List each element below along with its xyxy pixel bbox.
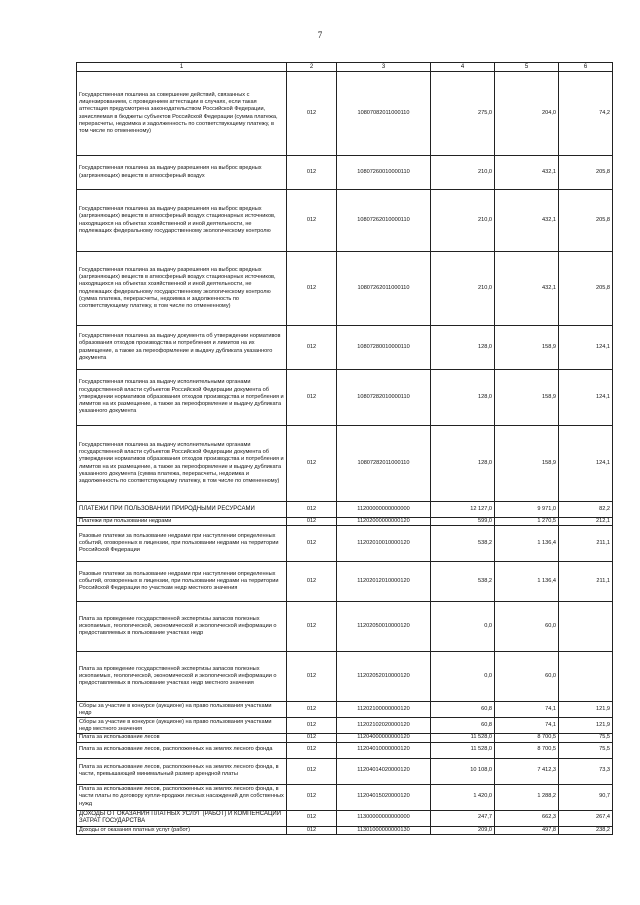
row-kbk-cell: 10807282011000110 bbox=[337, 426, 431, 502]
row-code-cell: 012 bbox=[287, 652, 337, 702]
row-value-col6: 124,1 bbox=[559, 370, 613, 426]
row-name-cell: Государственная пошлина за совершение действий, связанных с лицензированием, с проведением аттестации в случаях, если такая аттестация предусмотрена законодательством Российской Федерации, зачисляемая в бюджеты субъектов Российской Федерации (сумма платежа, перерасчеты, недоимка и задолженность по соответствующему платежу, в том числе по отмененному) bbox=[77, 72, 287, 156]
row-value-col5: 60,0 bbox=[495, 652, 559, 702]
row-kbk-cell: 10807262010000110 bbox=[337, 190, 431, 252]
row-kbk-cell: 10807260010000110 bbox=[337, 156, 431, 190]
row-value-col5: 7 412,3 bbox=[495, 758, 559, 784]
row-code-cell: 012 bbox=[287, 826, 337, 834]
row-value-col4: 128,0 bbox=[431, 370, 495, 426]
row-value-col5: 432,1 bbox=[495, 156, 559, 190]
row-kbk-cell: 10807280010000110 bbox=[337, 326, 431, 370]
row-name-cell: Сборы за участие в конкурсе (аукционе) на право пользования участками недр местного значения bbox=[77, 718, 287, 734]
row-code-cell: 012 bbox=[287, 156, 337, 190]
row-code-cell: 012 bbox=[287, 602, 337, 652]
row-value-col5: 662,3 bbox=[495, 810, 559, 826]
row-kbk-cell: 11301000000000130 bbox=[337, 826, 431, 834]
row-value-col5: 8 700,5 bbox=[495, 734, 559, 742]
row-kbk-cell: 11202052010000120 bbox=[337, 652, 431, 702]
row-value-col4: 538,2 bbox=[431, 562, 495, 602]
row-value-col6: 75,5 bbox=[559, 734, 613, 742]
row-code-cell: 012 bbox=[287, 502, 337, 518]
table-body bbox=[77, 72, 613, 835]
table-row bbox=[77, 370, 613, 426]
row-value-col6: 74,2 bbox=[559, 72, 613, 156]
table-row bbox=[77, 426, 613, 502]
row-kbk-cell: 10807282010000110 bbox=[337, 370, 431, 426]
table-row bbox=[77, 784, 613, 810]
row-kbk-cell: 11200000000000000 bbox=[337, 502, 431, 518]
row-name-cell: Плата за использование лесов, расположенных на землях лесного фонда, в части, превышающей минимальный размер арендной платы bbox=[77, 758, 287, 784]
row-value-col6: 238,2 bbox=[559, 826, 613, 834]
row-value-col5: 432,1 bbox=[495, 252, 559, 326]
row-value-col6: 211,1 bbox=[559, 526, 613, 562]
row-value-col4: 60,8 bbox=[431, 718, 495, 734]
row-name-cell: Плата за использование лесов, расположенных на землях лесного фонда, в части платы по договору купли-продажи лесных насаждений для собственных нужд bbox=[77, 784, 287, 810]
row-code-cell: 012 bbox=[287, 758, 337, 784]
row-value-col4: 538,2 bbox=[431, 526, 495, 562]
row-kbk-cell: 11204000000000120 bbox=[337, 734, 431, 742]
table-row bbox=[77, 652, 613, 702]
table-row bbox=[77, 518, 613, 526]
row-code-cell: 012 bbox=[287, 518, 337, 526]
table-row bbox=[77, 702, 613, 718]
row-value-col6: 121,9 bbox=[559, 702, 613, 718]
row-kbk-cell: 11202000000000120 bbox=[337, 518, 431, 526]
row-value-col5: 9 971,0 bbox=[495, 502, 559, 518]
row-value-col6: 205,8 bbox=[559, 190, 613, 252]
row-value-col5: 158,9 bbox=[495, 326, 559, 370]
row-value-col4: 128,0 bbox=[431, 426, 495, 502]
row-code-cell: 012 bbox=[287, 784, 337, 810]
row-kbk-cell: 11202050010000120 bbox=[337, 602, 431, 652]
row-kbk-cell: 11202010010000120 bbox=[337, 526, 431, 562]
row-code-cell: 012 bbox=[287, 426, 337, 502]
row-code-cell: 012 bbox=[287, 326, 337, 370]
row-value-col6: 82,2 bbox=[559, 502, 613, 518]
row-value-col5: 74,1 bbox=[495, 702, 559, 718]
table-row bbox=[77, 810, 613, 826]
row-value-col6: 211,1 bbox=[559, 562, 613, 602]
row-value-col6 bbox=[559, 652, 613, 702]
row-kbk-cell: 11202012010000120 bbox=[337, 562, 431, 602]
header-row bbox=[77, 63, 613, 72]
row-name-cell: Плата за использование лесов, расположенных на землях лесного фонда bbox=[77, 742, 287, 758]
row-value-col5: 1 136,4 bbox=[495, 562, 559, 602]
row-value-col5: 497,8 bbox=[495, 826, 559, 834]
row-value-col6: 212,1 bbox=[559, 518, 613, 526]
row-value-col4: 210,0 bbox=[431, 252, 495, 326]
row-value-col6: 73,3 bbox=[559, 758, 613, 784]
row-value-col6: 75,5 bbox=[559, 742, 613, 758]
row-value-col5: 8 700,5 bbox=[495, 742, 559, 758]
row-value-col5: 1 288,2 bbox=[495, 784, 559, 810]
row-value-col6 bbox=[559, 602, 613, 652]
row-value-col4: 0,0 bbox=[431, 652, 495, 702]
row-value-col4: 1 420,0 bbox=[431, 784, 495, 810]
revenue-table bbox=[76, 62, 613, 835]
row-value-col6: 205,8 bbox=[559, 252, 613, 326]
row-value-col4: 210,0 bbox=[431, 156, 495, 190]
row-value-col6: 121,9 bbox=[559, 718, 613, 734]
row-kbk-cell: 11204010000000120 bbox=[337, 742, 431, 758]
row-value-col5: 204,0 bbox=[495, 72, 559, 156]
table-row bbox=[77, 252, 613, 326]
row-value-col4: 209,0 bbox=[431, 826, 495, 834]
row-value-col5: 432,1 bbox=[495, 190, 559, 252]
row-kbk-cell: 11204014020000120 bbox=[337, 758, 431, 784]
row-value-col4: 10 108,0 bbox=[431, 758, 495, 784]
table-row bbox=[77, 72, 613, 156]
row-value-col4: 599,0 bbox=[431, 518, 495, 526]
row-code-cell: 012 bbox=[287, 734, 337, 742]
row-value-col4: 11 528,0 bbox=[431, 734, 495, 742]
row-value-col4: 11 528,0 bbox=[431, 742, 495, 758]
row-value-col4: 12 127,0 bbox=[431, 502, 495, 518]
row-name-cell: Платежи при пользовании недрами bbox=[77, 518, 287, 526]
row-value-col4: 0,0 bbox=[431, 602, 495, 652]
row-kbk-cell: 11202100000000120 bbox=[337, 702, 431, 718]
row-value-col4: 247,7 bbox=[431, 810, 495, 826]
row-value-col6: 205,8 bbox=[559, 156, 613, 190]
row-name-cell: Сборы за участие в конкурсе (аукционе) на право пользования участками недр bbox=[77, 702, 287, 718]
row-value-col5: 1 136,4 bbox=[495, 526, 559, 562]
column-header: 3 bbox=[337, 63, 431, 72]
row-name-cell: Разовые платежи за пользование недрами при наступлении определенных событий, оговоренных в лицензии, при пользовании недрами на территории Российской Федерации по участкам недр местного значения bbox=[77, 562, 287, 602]
table-row bbox=[77, 602, 613, 652]
column-header: 5 bbox=[495, 63, 559, 72]
row-kbk-cell: 11204015020000120 bbox=[337, 784, 431, 810]
row-name-cell: Государственная пошлина за выдачу исполнительными органами государственной власти субъектов Российской Федерации документа об утверждении нормативов образования отходов производства и потребления и лимитов на их размещение, а также за переоформление и выдачу дубликата указанного документа bbox=[77, 370, 287, 426]
table-row bbox=[77, 758, 613, 784]
row-code-cell: 012 bbox=[287, 810, 337, 826]
row-value-col4: 210,0 bbox=[431, 190, 495, 252]
column-header: 1 bbox=[77, 63, 287, 72]
row-name-cell: Государственная пошлина за выдачу исполнительными органами государственной власти субъектов Российской Федерации документа об утверждении нормативов образования отходов производства и потребления и лимитов на их размещение, а также за переоформление и выдачу дубликата указанного документа (сумма платежа, перерасчеты, недоимка и задолженность по соответствующему платежу, в том числе по отмененному) bbox=[77, 426, 287, 502]
row-kbk-cell: 10807262011000110 bbox=[337, 252, 431, 326]
row-code-cell: 012 bbox=[287, 72, 337, 156]
row-value-col6: 267,4 bbox=[559, 810, 613, 826]
table-row bbox=[77, 156, 613, 190]
row-name-cell: Плата за проведение государственной экспертизы запасов полезных ископаемых, геологической, экономической и экологической информации о предоставляемых в пользование участках недр bbox=[77, 602, 287, 652]
row-code-cell: 012 bbox=[287, 526, 337, 562]
row-name-cell: Плата за проведение государственной экспертизы запасов полезных ископаемых, геологической, экономической и экологической информации о предоставляемых в пользование участках недр местного значения bbox=[77, 652, 287, 702]
row-code-cell: 012 bbox=[287, 370, 337, 426]
row-value-col5: 60,0 bbox=[495, 602, 559, 652]
row-code-cell: 012 bbox=[287, 718, 337, 734]
table-row bbox=[77, 826, 613, 834]
row-kbk-cell: 11300000000000000 bbox=[337, 810, 431, 826]
row-kbk-cell: 11202102020000120 bbox=[337, 718, 431, 734]
row-code-cell: 012 bbox=[287, 562, 337, 602]
row-value-col5: 158,9 bbox=[495, 370, 559, 426]
table-row bbox=[77, 326, 613, 370]
row-name-cell: Государственная пошлина за выдачу разрешения на выброс вредных (загрязняющих) веществ в атмосферный воздух стационарных источников, находящихся на объектах хозяйственной и иной деятельности, не подлежащих федеральному государственному экологическому контролю (сумма платежа, перерасчеты, недоимка и задолженность по соответствующему платежу, в том числе по отмененному) bbox=[77, 252, 287, 326]
row-kbk-cell: 10807082011000110 bbox=[337, 72, 431, 156]
row-value-col6: 90,7 bbox=[559, 784, 613, 810]
row-value-col5: 1 270,5 bbox=[495, 518, 559, 526]
row-value-col5: 74,1 bbox=[495, 718, 559, 734]
row-name-cell: Разовые платежи за пользование недрами при наступлении определенных событий, оговоренных в лицензии, при пользовании недрами на территории Российской Федерации bbox=[77, 526, 287, 562]
row-value-col4: 128,0 bbox=[431, 326, 495, 370]
row-name-cell: ПЛАТЕЖИ ПРИ ПОЛЬЗОВАНИИ ПРИРОДНЫМИ РЕСУРСАМИ bbox=[77, 502, 287, 518]
row-value-col5: 158,9 bbox=[495, 426, 559, 502]
row-value-col4: 275,0 bbox=[431, 72, 495, 156]
row-value-col4: 60,8 bbox=[431, 702, 495, 718]
row-value-col6: 124,1 bbox=[559, 426, 613, 502]
row-name-cell: Государственная пошлина за выдачу документа об утверждении нормативов образования отходов производства и потребления и лимитов на их размещение, а также за переоформление и выдачу дубликата указанного документа bbox=[77, 326, 287, 370]
table-row bbox=[77, 190, 613, 252]
table-row bbox=[77, 502, 613, 518]
row-name-cell: Плата за использование лесов bbox=[77, 734, 287, 742]
row-code-cell: 012 bbox=[287, 190, 337, 252]
table-row bbox=[77, 742, 613, 758]
row-name-cell: Государственная пошлина за выдачу разрешения на выброс вредных (загрязняющих) веществ в атмосферный воздух стационарных источников, находящихся на объектах хозяйственной и иной деятельности, не подлежащих федеральному государственному экологическому контролю bbox=[77, 190, 287, 252]
row-value-col6: 124,1 bbox=[559, 326, 613, 370]
table-row bbox=[77, 734, 613, 742]
row-name-cell: ДОХОДЫ ОТ ОКАЗАНИЯ ПЛАТНЫХ УСЛУГ (РАБОТ) И КОМПЕНСАЦИИ ЗАТРАТ ГОСУДАРСТВА bbox=[77, 810, 287, 826]
row-code-cell: 012 bbox=[287, 702, 337, 718]
page-number: 7 bbox=[317, 30, 323, 40]
row-name-cell: Доходы от оказания платных услуг (работ) bbox=[77, 826, 287, 834]
table-row bbox=[77, 526, 613, 562]
column-header: 4 bbox=[431, 63, 495, 72]
row-name-cell: Государственная пошлина за выдачу разрешения на выброс вредных (загрязняющих) веществ в атмосферный воздух bbox=[77, 156, 287, 190]
table-row bbox=[77, 718, 613, 734]
row-code-cell: 012 bbox=[287, 742, 337, 758]
column-header: 2 bbox=[287, 63, 337, 72]
row-code-cell: 012 bbox=[287, 252, 337, 326]
table-row bbox=[77, 562, 613, 602]
column-header: 6 bbox=[559, 63, 613, 72]
